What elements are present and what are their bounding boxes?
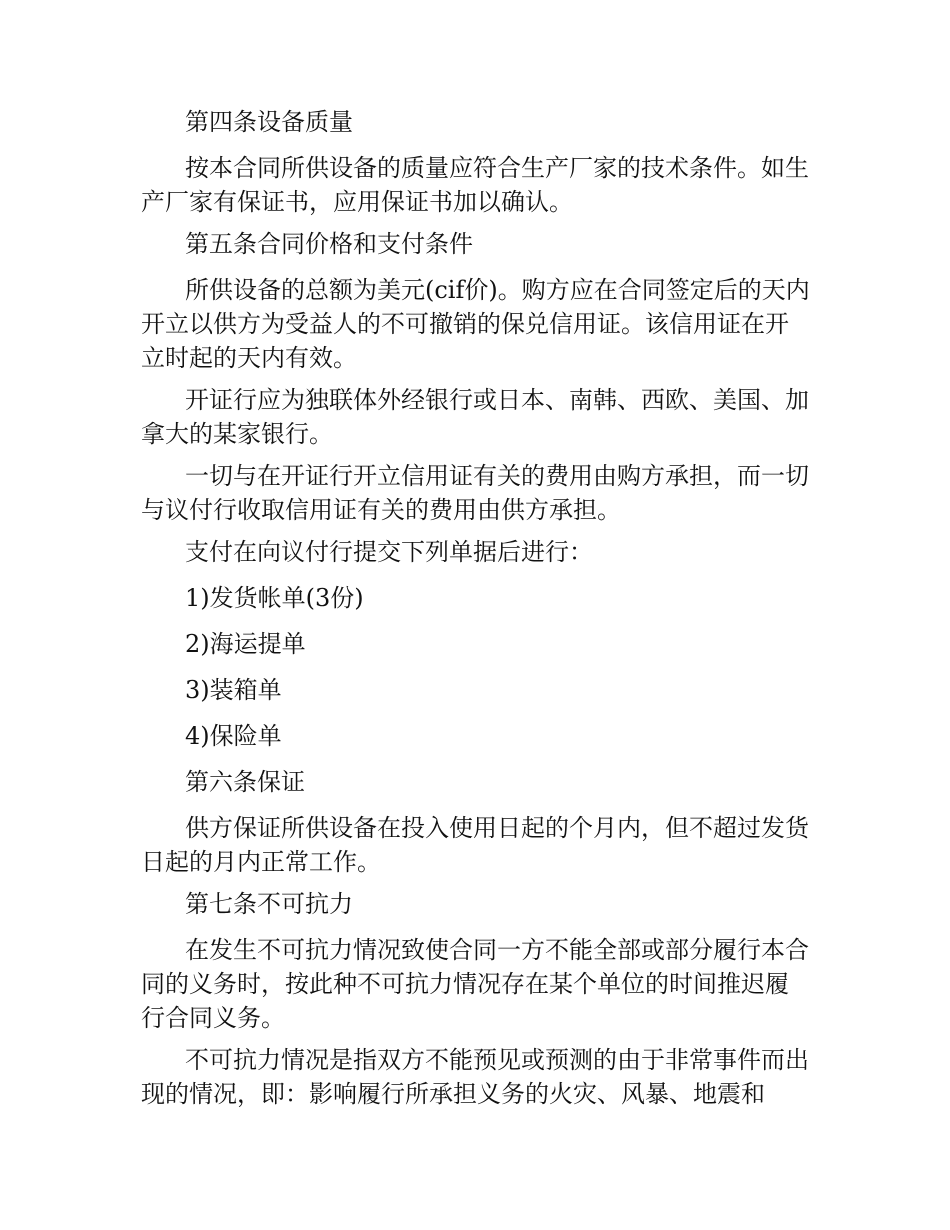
- paragraph-force-majeure-delay: 在发生不可抗力情况致使合同一方不能全部或部分履行本合同的义务时，按此种不可抗力情况存在某个单位的时间推迟履行合同义务。: [141, 936, 809, 1032]
- list-item-invoice: 1)发货帐单(3份): [185, 584, 364, 612]
- list-item-insurance-policy: 4)保险单: [185, 722, 282, 750]
- section-heading-price-payment: 第五条合同价格和支付条件: [185, 230, 473, 258]
- section-heading-force-majeure: 第七条不可抗力: [185, 890, 353, 918]
- list-item-packing-list: 3)装箱单: [185, 676, 282, 704]
- paragraph-total-amount: 所供设备的总额为美元(cif价)。购方应在合同签定后的天内开立以供方为受益人的不可撤销的保兑信用证。该信用证在开立时起的天内有效。: [141, 276, 810, 372]
- paragraph-guarantee: 供方保证所供设备在投入使用日起的个月内，但不超过发货日起的月内正常工作。: [141, 814, 809, 876]
- paragraph-quality: 按本合同所供设备的质量应符合生产厂家的技术条件。如生产厂家有保证书，应用保证书加以确认。: [141, 154, 809, 216]
- paragraph-payment-documents-intro: 支付在向议付行提交下列单据后进行：: [185, 538, 593, 566]
- section-heading-guarantee: 第六条保证: [185, 768, 305, 796]
- list-item-bill-of-lading: 2)海运提单: [185, 630, 306, 658]
- section-heading-quality: 第四条设备质量: [185, 108, 353, 136]
- paragraph-issuing-bank: 开证行应为独联体外经银行或日本、南韩、西欧、美国、加拿大的某家银行。: [141, 386, 809, 448]
- paragraph-fees: 一切与在开证行开立信用证有关的费用由购方承担，而一切与议付行收取信用证有关的费用由供方承担。: [141, 462, 809, 524]
- contract-page: [141, 105, 811, 1119]
- paragraph-force-majeure-definition: 不可抗力情况是指双方不能预见或预测的由于非常事件而出现的情况，即：影响履行所承担义务的火灾、风暴、地震和: [141, 1046, 809, 1108]
